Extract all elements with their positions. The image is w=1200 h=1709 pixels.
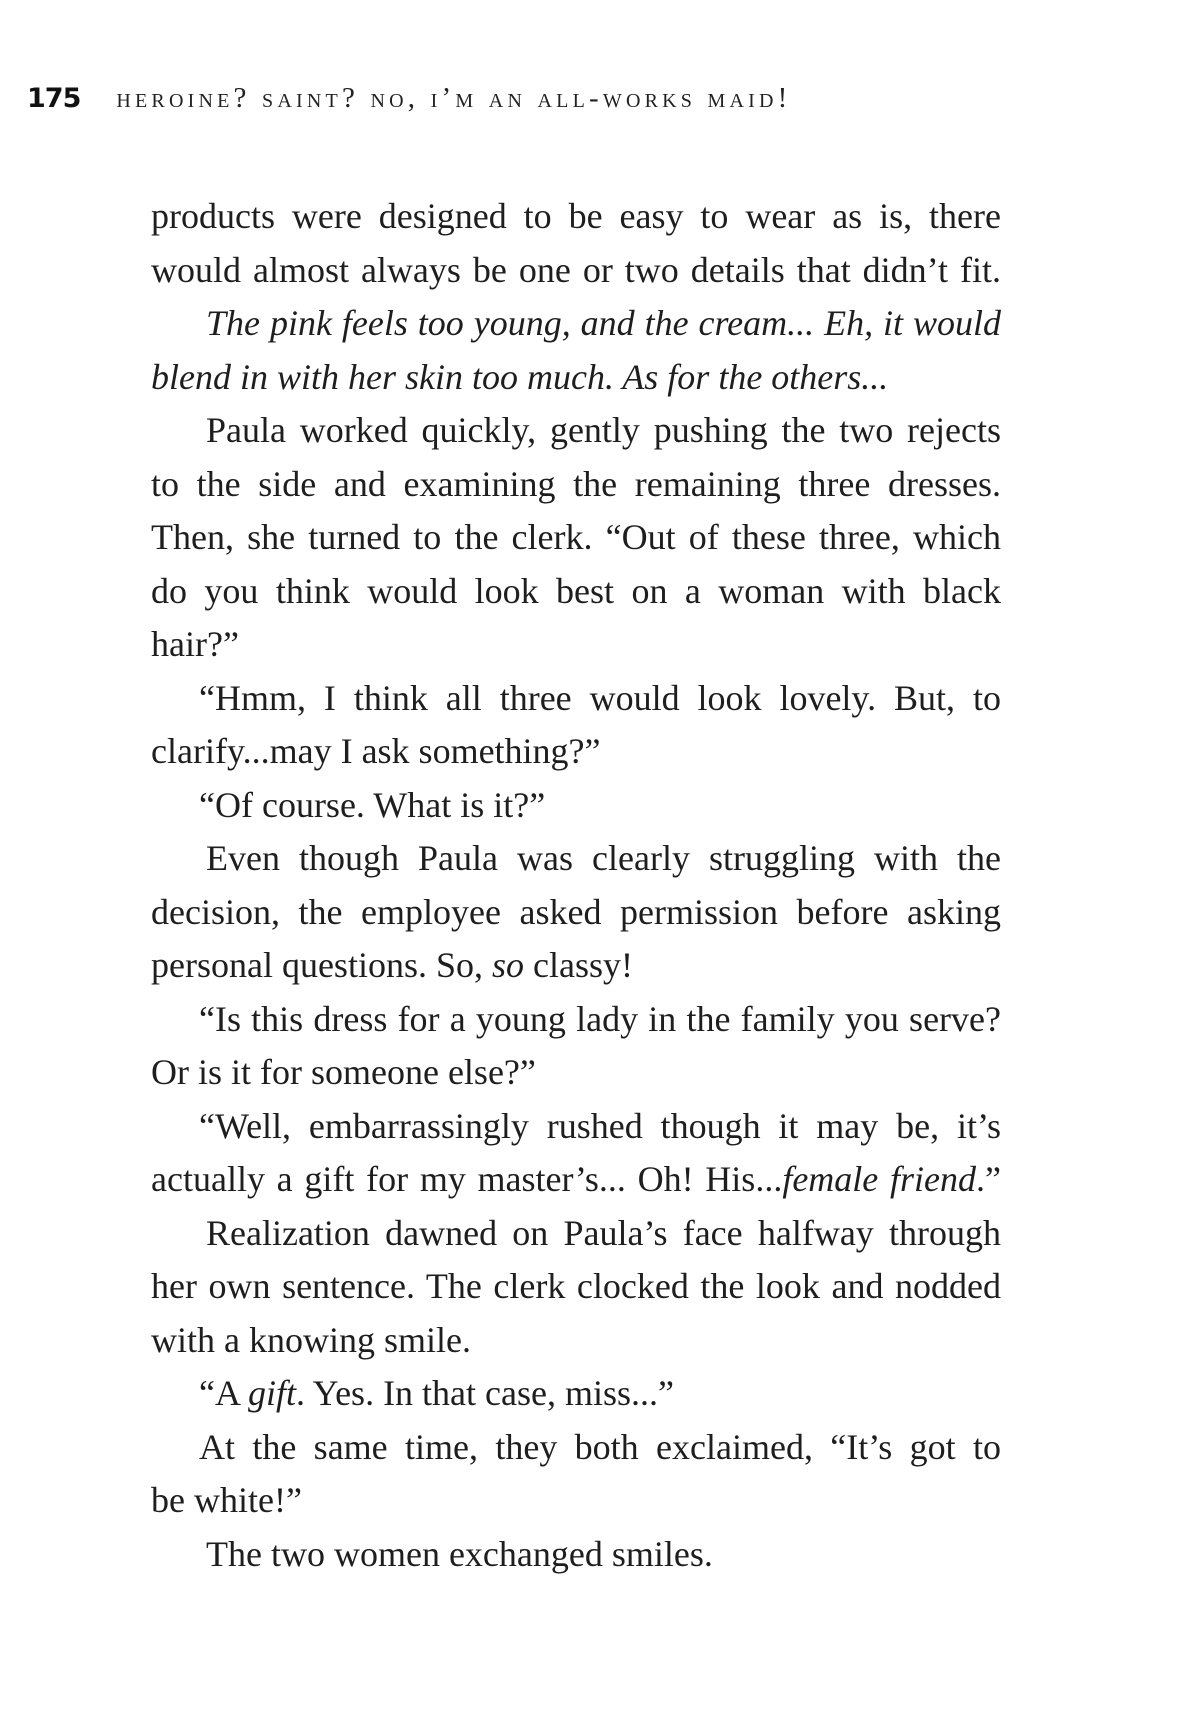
- text-line: would almost always be one or two details that didn’t fit.: [151, 249, 1001, 290]
- text-span: “A: [199, 1373, 248, 1413]
- text-line: The two women exchanged smiles.: [206, 1533, 713, 1574]
- running-header: [27, 82, 792, 118]
- text-line: hair?”: [151, 624, 239, 664]
- text-line: Realization dawned on Paula’s face halfway through: [206, 1212, 1001, 1253]
- text-line: [151, 939, 1001, 993]
- text-line: do you think would look best on a woman with black: [151, 570, 1001, 611]
- text-span: personal questions. So,: [151, 945, 483, 985]
- book-title: heroine? saint? no, i’m an all-works maid!: [116, 82, 792, 114]
- dialogue-line: [151, 1367, 1001, 1421]
- emphasis-word: gift: [248, 1373, 297, 1413]
- dialogue-line: “Hmm, I think all three would look lovely. But, to: [199, 677, 1001, 718]
- text-line: Even though Paula was clearly struggling with the: [206, 838, 1001, 878]
- text-line: clarify...may I ask something?”: [151, 731, 601, 771]
- text-line: Paula worked quickly, gently pushing the two rejects: [206, 410, 1001, 450]
- body-text: [151, 190, 1001, 1581]
- text-line: with a knowing smile.: [151, 1319, 471, 1360]
- text-line: be white!”: [151, 1480, 302, 1520]
- text-span: classy!: [524, 945, 633, 985]
- text-line: Then, she turned to the clerk. “Out of these three, which: [151, 517, 1001, 557]
- text-line: [151, 1153, 1001, 1207]
- emphasis-phrase: female friend: [782, 1159, 977, 1199]
- emphasis-word: so: [491, 945, 524, 985]
- text-span: actually a gift for my master’s... Oh! His...: [151, 1159, 783, 1199]
- text-line: to the side and examining the remaining three dresses.: [151, 463, 1001, 504]
- dialogue-line: “Is this dress for a young lady in the family you serve?: [199, 998, 1001, 1039]
- italic-thought-line: The pink feels too young, and the cream... Eh, it would: [206, 303, 1001, 343]
- dialogue-line: “Well, embarrassingly rushed though it may be, it’s: [199, 1105, 1001, 1146]
- text-span: . Yes. In that case, miss...”: [296, 1373, 674, 1413]
- text-line: At the same time, they both exclaimed, “It’s got to: [199, 1426, 1001, 1467]
- text-span: .”: [976, 1159, 1001, 1199]
- text-line: her own sentence. The clerk clocked the look and nodded: [151, 1266, 1001, 1306]
- text-line: Or is it for someone else?”: [151, 1052, 536, 1092]
- text-line: products were designed to be easy to wear as is, there: [151, 196, 1001, 236]
- dialogue-line: “Of course. What is it?”: [199, 784, 546, 825]
- italic-thought-line: blend in with her skin too much. As for the others...: [151, 356, 889, 397]
- text-line: decision, the employee asked permission before asking: [151, 891, 1001, 932]
- page-number: 175: [27, 83, 81, 114]
